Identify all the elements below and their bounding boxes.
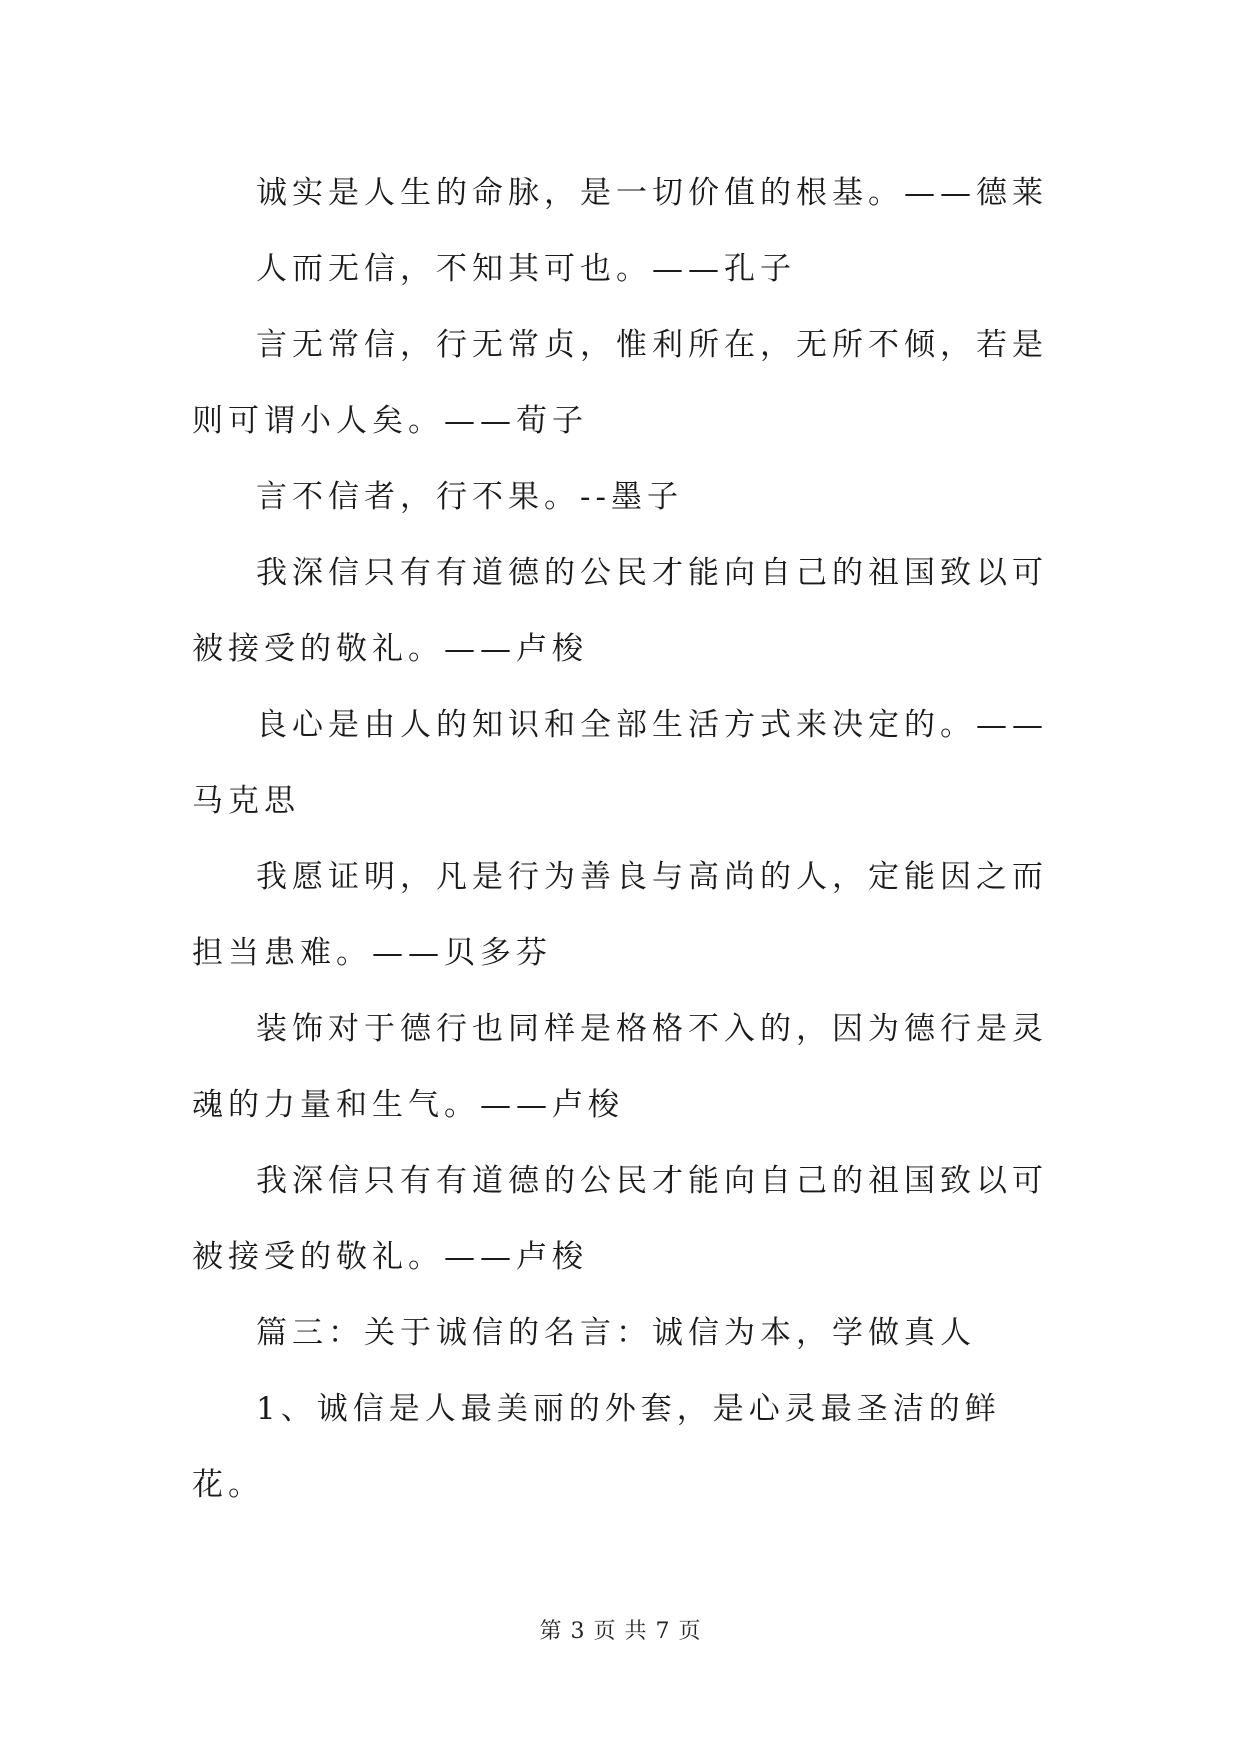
section-heading: 篇三：关于诚信的名言：诚信为本，学做真人 <box>256 1315 976 1351</box>
page-number-label: 第 3 页 共 7 页 <box>539 1619 702 1644</box>
paragraph-quote-mozi: 言不信者，行不果。--墨子 <box>256 479 683 515</box>
paragraph-quote-kongzi: 人而无信，不知其可也。——孔子 <box>256 251 796 287</box>
list-item: 1、诚信是人最美丽的外套，是心灵最圣洁的鲜花。 <box>192 1391 1001 1503</box>
paragraph-quote-rousseau-3: 我深信只有有道德的公民才能向自己的祖国致以可被接受的敬礼。——卢梭 <box>192 1163 1048 1275</box>
paragraph-quote-delai: 诚实是人生的命脉，是一切价值的根基。——德莱 <box>256 175 1048 211</box>
paragraph-quote-rousseau-1: 我深信只有有道德的公民才能向自己的祖国致以可被接受的敬礼。——卢梭 <box>192 555 1048 667</box>
document-body <box>192 155 1062 1523</box>
paragraph-quote-rousseau-2: 装饰对于德行也同样是格格不入的，因为德行是灵魂的力量和生气。——卢梭 <box>192 1011 1048 1123</box>
paragraph-quote-beethoven: 我愿证明，凡是行为善良与高尚的人，定能因之而担当患难。——贝多芬 <box>192 859 1048 971</box>
paragraph-quote-xunzi: 言无常信，行无常贞，惟利所在，无所不倾，若是则可谓小人矣。——荀子 <box>192 327 1048 439</box>
paragraph-quote-marx: 良心是由人的知识和全部生活方式来决定的。——马克思 <box>192 707 1048 819</box>
page-footer <box>0 1614 1241 1645</box>
